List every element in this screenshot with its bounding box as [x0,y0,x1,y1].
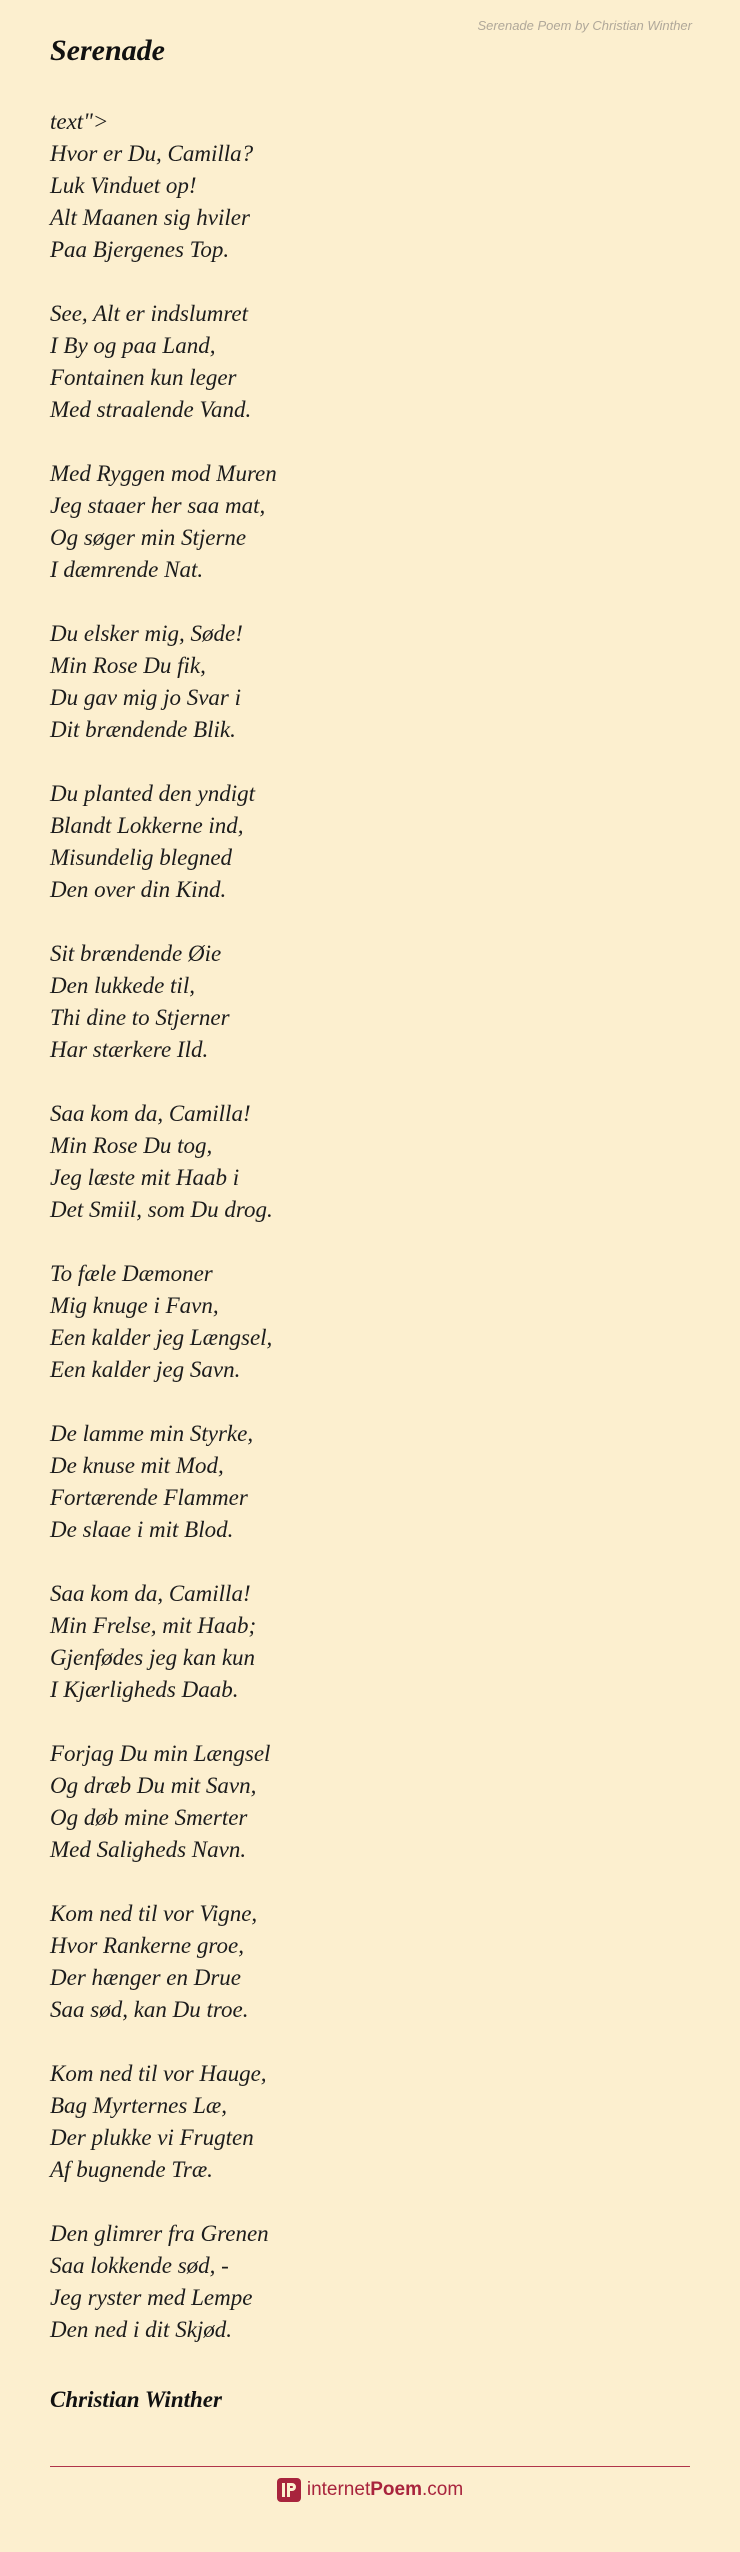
poem-stanza [50,1258,690,1386]
poem-line: Een kalder jeg Længsel, [50,1325,273,1350]
poem-line: Med straalende Vand. [50,397,252,422]
poem-line: Saa kom da, Camilla! [50,1101,251,1126]
poem-line: De lamme min Styrke, [50,1421,254,1446]
poem-line: See, Alt er indslumret [50,301,249,326]
poem-line: Den glimrer fra Grenen [50,2221,269,2246]
poem-line: Mig knuge i Favn, [50,1293,219,1318]
poem-line: Fontainen kun leger [50,365,237,390]
poem-line: Og dræb Du mit Savn, [50,1773,257,1798]
poem-line: Saa sød, kan Du troe. [50,1997,249,2022]
poem-author[interactable]: Christian Winther [50,2387,222,2412]
poem-line: Og søger min Stjerne [50,525,247,550]
internetpoem-logo-icon [277,2478,301,2502]
poem-stanza [50,2058,690,2186]
poem-stanza [50,458,690,586]
poem-line: Den ned i dit Skjød. [50,2317,233,2342]
poem-line: Min Rose Du tog, [50,1133,213,1158]
poem-line: I By og paa Land, [50,333,216,358]
poem-line: Saa kom da, Camilla! [50,1581,251,1606]
poem-line: Den lukkede til, [50,973,195,998]
poem-line: De knuse mit Mod, [50,1453,224,1478]
poem-line: Gjenfødes jeg kan kun [50,1645,256,1670]
poem-line: Jeg ryster med Lempe [50,2285,253,2310]
poem-line: Min Rose Du fik, [50,653,206,678]
poem-stanza [50,938,690,1066]
poem-stanza [50,2218,690,2346]
poem-title: Serenade [50,34,165,67]
poem-line: Een kalder jeg Savn. [50,1357,241,1382]
poem-line: Blandt Lokkerne ind, [50,813,244,838]
poem-line: Saa lokkende sød, - [50,2253,229,2278]
poem-stanza [50,1098,690,1226]
poem-line: Du elsker mig, Søde! [50,621,243,646]
poem-line: Der plukke vi Frugten [50,2125,254,2150]
footer-brand-text [307,2479,463,2501]
poem-stanza [50,1578,690,1706]
poem-stanza [50,618,690,746]
footer-brand-link[interactable] [0,2478,740,2502]
poem-line: Der hænger en Drue [50,1965,241,1990]
poem-stanza [50,1418,690,1546]
poem-line: Med Ryggen mod Muren [50,461,277,486]
poem-line: Har stærkere Ild. [50,1037,209,1062]
poem-line: text"> [50,109,109,134]
poem-line: Jeg staaer her saa mat, [50,493,266,518]
poem-line: Thi dine to Stjerner [50,1005,230,1030]
poem-line: Misundelig blegned [50,845,233,870]
poem-line: Jeg læste mit Haab i [50,1165,240,1190]
brand-prefix: internet [306,2479,371,2500]
poem-line: Du planted den yndigt [50,781,256,806]
poem-stanza [50,1738,690,1866]
poem-line: Af bugnende Træ. [50,2157,213,2182]
poem-line: Dit brændende Blik. [50,717,236,742]
poem-line: De slaae i mit Blod. [50,1517,234,1542]
poem-line: Fortærende Flammer [50,1485,248,1510]
poem-body [50,106,690,2378]
poem-line: Bag Myrternes Læ, [50,2093,227,2118]
poem-line: Og døb mine Smerter [50,1805,248,1830]
poem-line: Min Frelse, mit Haab; [50,1613,257,1638]
poem-stanza [50,1898,690,2026]
header-credit: Serenade Poem by Christian Winther [477,18,692,33]
poem-line: Du gav mig jo Svar i [50,685,242,710]
poem-line: Paa Bjergenes Top. [50,237,230,262]
poem-line: Hvor Rankerne groe, [50,1933,244,1958]
poem-line: Det Smiil, som Du drog. [50,1197,273,1222]
poem-line: I dæmrende Nat. [50,557,204,582]
poem-line: Kom ned til vor Vigne, [50,1901,258,1926]
poem-line: Luk Vinduet op! [50,173,197,198]
footer-divider [50,2466,690,2467]
poem-stanza [50,298,690,426]
poem-line: Med Saligheds Navn. [50,1837,247,1862]
brand-suffix: .com [421,2479,464,2500]
poem-line: Forjag Du min Længsel [50,1741,271,1766]
poem-line: Kom ned til vor Hauge, [50,2061,267,2086]
poem-line: Den over din Kind. [50,877,227,902]
poem-line: Alt Maanen sig hviler [50,205,250,230]
brand-strong: Poem [370,2479,422,2500]
poem-stanza [50,106,690,266]
poem-line: Hvor er Du, Camilla? [50,141,254,166]
poem-line: I Kjærligheds Daab. [50,1677,239,1702]
poem-line: To fæle Dæmoner [50,1261,213,1286]
poem-stanza [50,778,690,906]
poem-line: Sit brændende Øie [50,941,222,966]
